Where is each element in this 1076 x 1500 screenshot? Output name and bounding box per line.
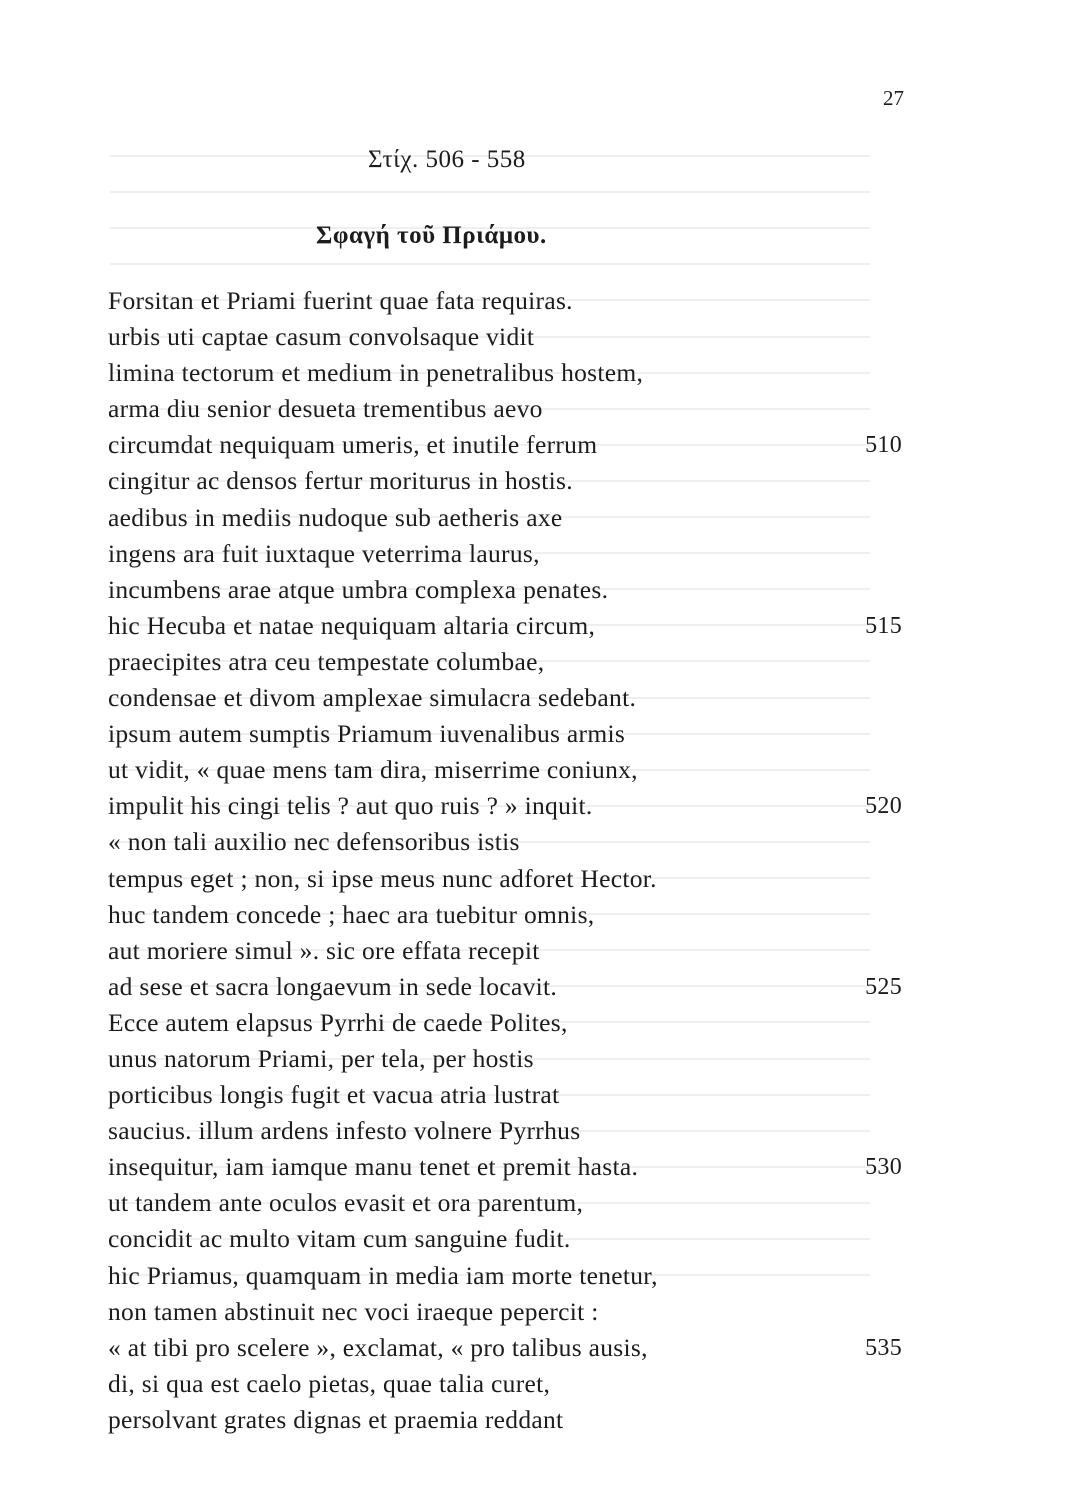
bleed-line	[110, 191, 870, 193]
verse-number: 520	[865, 793, 902, 820]
verse-line	[108, 1221, 908, 1257]
verse-text: tempus eget ; non, si ipse meus nunc adforet Hector.	[108, 863, 657, 893]
verse-line	[108, 463, 908, 499]
verse-line	[108, 1185, 908, 1221]
verse-text: ut tandem ante oculos evasit et ora parentum,	[108, 1188, 584, 1218]
verse-number: 515	[865, 612, 902, 639]
verse-line	[108, 500, 908, 536]
verse-line	[108, 716, 908, 752]
verse-text: insequitur, iam iamque manu tenet et premit hasta.	[108, 1152, 639, 1182]
page-number: 27	[883, 86, 904, 110]
verse-line	[108, 897, 908, 933]
verse-line	[108, 1077, 908, 1113]
verse-text: arma diu senior desueta trementibus aevo	[108, 394, 543, 424]
verse-text: concidit ac multo vitam cum sanguine fudit.	[108, 1224, 571, 1254]
verse-line	[108, 969, 908, 1005]
verse-text: aedibus in mediis nudoque sub aetheris axe	[108, 502, 563, 532]
verse-text: limina tectorum et medium in penetralibus hostem,	[108, 358, 644, 388]
section-line-range: Στίχ. 506 - 558	[368, 146, 526, 173]
verse-number: 525	[865, 973, 902, 1000]
verse-line	[108, 283, 908, 319]
verse-text: incumbens arae atque umbra complexa penates.	[108, 574, 609, 604]
verse-text: praecipites atra ceu tempestate columbae,	[108, 646, 545, 676]
verse-line	[108, 933, 908, 969]
verse-text: ingens ara fuit iuxtaque veterrima laurus,	[108, 538, 540, 568]
verse-text: cingitur ac densos fertur moriturus in hostis.	[108, 466, 573, 496]
verse-text: ad sese et sacra longaevum in sede locavit.	[108, 971, 558, 1001]
verse-line	[108, 355, 908, 391]
verse-text: hic Priamus, quamquam in media iam morte tenetur,	[108, 1260, 658, 1290]
verse-text: Forsitan et Priami fuerint quae fata requiras.	[108, 286, 573, 315]
verse-line	[108, 680, 908, 716]
verse-text: di, si qua est caelo pietas, quae talia curet,	[108, 1368, 551, 1398]
verse-line	[108, 1113, 908, 1149]
verse-text: saucius. illum ardens infesto volnere Pyrrhus	[108, 1116, 581, 1146]
verse-number: 535	[865, 1334, 902, 1361]
verse-text: « at tibi pro scelere », exclamat, « pro talibus ausis,	[108, 1332, 648, 1362]
verse-line	[108, 824, 908, 860]
verse-text: ipsum autem sumptis Priamum iuvenalibus armis	[108, 719, 626, 749]
verse-text: porticibus longis fugit et vacua atria lustrat	[108, 1080, 560, 1110]
verse-number: 510	[865, 432, 902, 459]
verse-line	[108, 608, 908, 644]
verse-number: 530	[865, 1154, 902, 1181]
verse-line	[108, 391, 908, 427]
verse-line	[108, 752, 908, 788]
verse-text: impulit his cingi telis ? aut quo ruis ? » inquit.	[108, 791, 593, 821]
verse-text: aut moriere simul ». sic ore effata recepit	[108, 935, 540, 965]
verse-line	[108, 1294, 908, 1330]
verse-text: urbis uti captae casum convolsaque vidit	[108, 322, 535, 352]
verse-text: ut vidit, « quae mens tam dira, miserrime coniunx,	[108, 755, 638, 785]
verse-line	[108, 861, 908, 897]
verse-text: persolvant grates dignas et praemia reddant	[108, 1404, 564, 1434]
verse-text: huc tandem concede ; haec ara tuebitur omnis,	[108, 899, 595, 929]
verse-line	[108, 1149, 908, 1185]
verse-text: condensae et divom amplexae simulacra sedebant.	[108, 683, 637, 713]
verse-line	[108, 1330, 908, 1366]
verse-line	[108, 788, 908, 824]
verse-text: unus natorum Priami, per tela, per hostis	[108, 1043, 534, 1073]
verse-line	[108, 1041, 908, 1077]
verse-line	[108, 1005, 908, 1041]
verse-line	[108, 572, 908, 608]
verse-line	[108, 427, 908, 463]
bleed-line	[110, 263, 870, 265]
verse-line	[108, 319, 908, 355]
verse-line	[108, 536, 908, 572]
section-title: Σφαγή τοῦ Πριάμου.	[316, 222, 547, 249]
verse-text: non tamen abstinuit nec voci iraeque pepercit :	[108, 1296, 599, 1326]
verse-text: circumdat nequiquam umeris, et inutile ferrum	[108, 430, 598, 460]
verse-text: hic Hecuba et natae nequiquam altaria circum,	[108, 610, 596, 640]
verse-line	[108, 1402, 908, 1438]
verse-list	[108, 283, 908, 1438]
verse-text: « non tali auxilio nec defensoribus istis	[108, 827, 520, 857]
verse-line	[108, 1366, 908, 1402]
verse-text: Ecce autem elapsus Pyrrhi de caede Polites,	[108, 1007, 568, 1037]
verse-line	[108, 1258, 908, 1294]
verse-line	[108, 644, 908, 680]
